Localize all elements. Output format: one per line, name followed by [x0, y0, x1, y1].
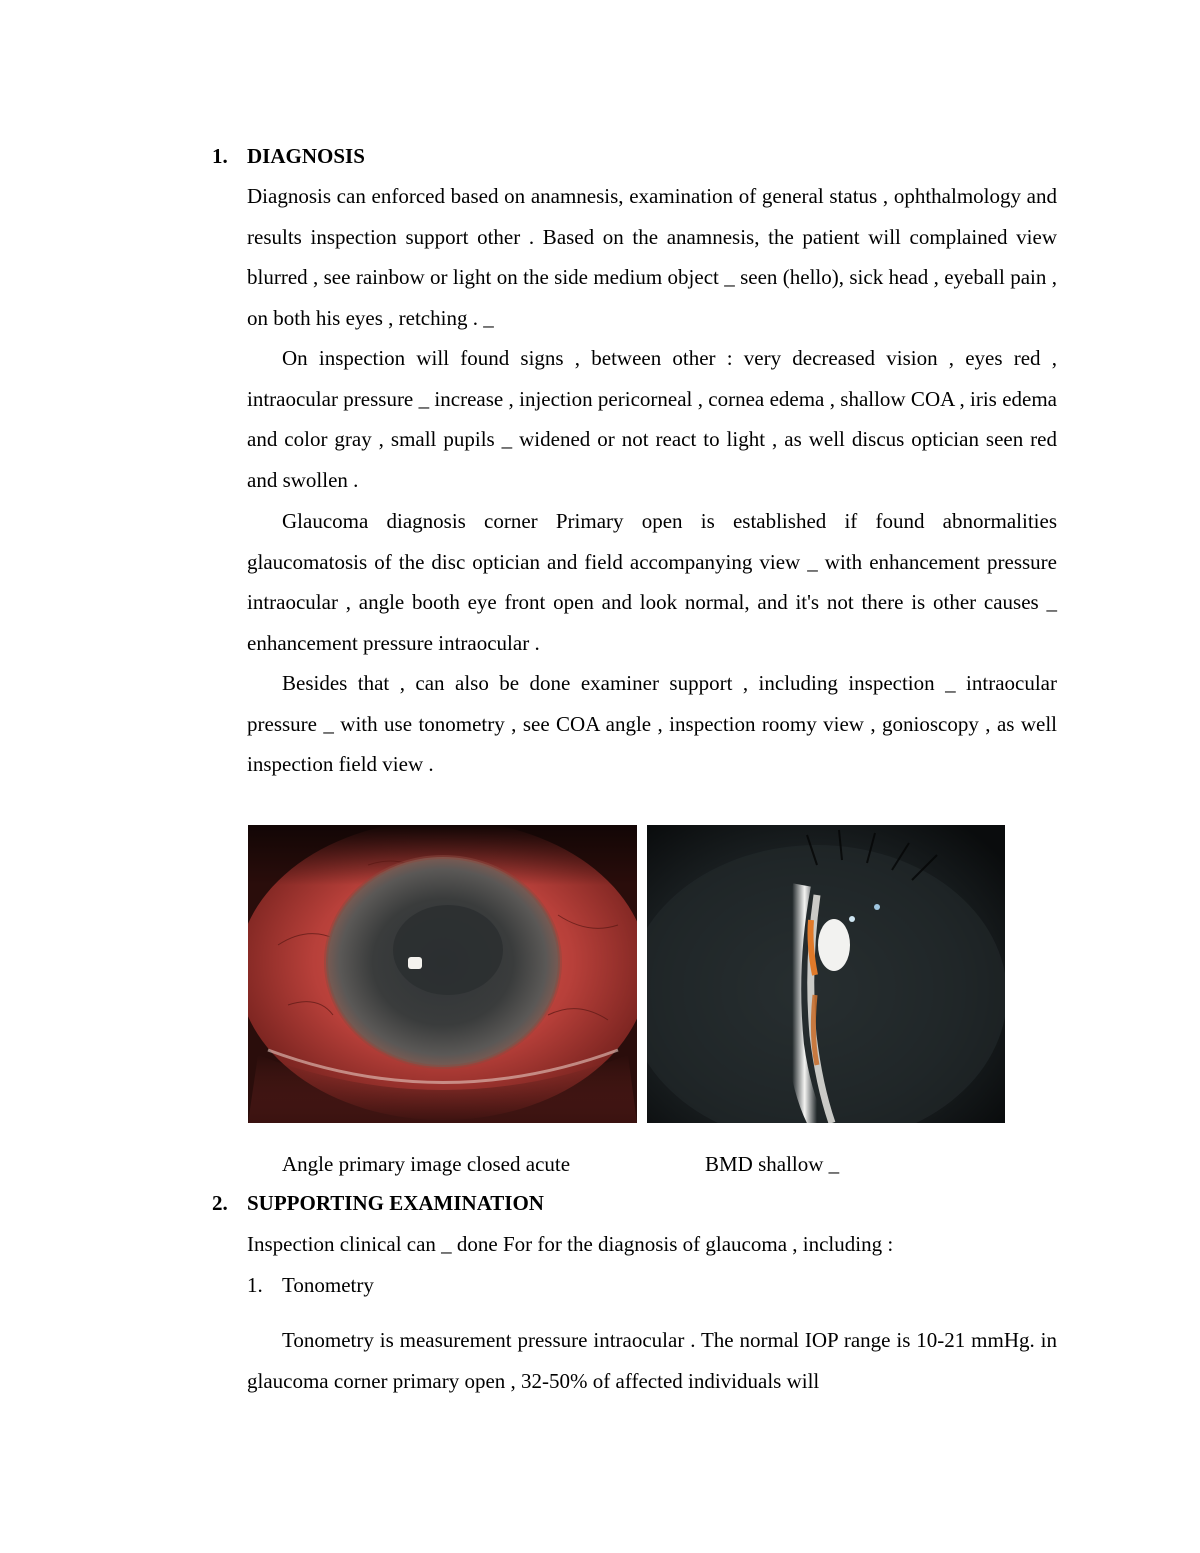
section-heading-supporting-examination [212, 1188, 544, 1218]
section-title: SUPPORTING EXAMINATION [247, 1191, 544, 1215]
list-item-number: 1. [247, 1273, 263, 1297]
eye-photo-shallow-anterior-chamber [647, 825, 1005, 1123]
paragraph-inspection-signs: On inspection will found signs , between other : very decreased vision , eyes red , intraocular pressure _ increase , injection pericorneal , cornea edema , shallow COA , iris edema and color gray , small pupils _ widened or not react to light , as well discus optician seen red and swollen . [247, 346, 1057, 493]
eye-photo-acute-angle-closure [248, 825, 637, 1123]
section-title: DIAGNOSIS [247, 144, 365, 168]
paragraph-diagnosis-anamnesis: Diagnosis can enforced based on anamnesis, examination of general status , ophthalmology and results inspection support other . Based on the anamnesis, the patient will complained view blurred , see rainbow or light on the side medium object _ seen (hello), sick head , eyeball pain , on both his eyes , retching . _ [247, 184, 1057, 331]
list-item-tonometry [247, 1270, 374, 1300]
section-number: 1. [212, 144, 228, 168]
supporting-exam-intro: Inspection clinical can _ done For for the diagnosis of glaucoma , including : [247, 1232, 894, 1256]
paragraph-tonometry: Tonometry is measurement pressure intraocular . The normal IOP range is 10-21 mmHg. in glaucoma corner primary open , 32-50% of affected individuals will [247, 1328, 1057, 1393]
figure-caption-right: BMD shallow _ [705, 1152, 840, 1176]
list-item-label: Tonometry [282, 1273, 374, 1297]
figure-caption-left: Angle primary image closed acute [282, 1152, 571, 1176]
section-number: 2. [212, 1191, 228, 1215]
paragraph-glaucoma-diagnosis: Glaucoma diagnosis corner Primary open is established if found abnormalities glaucomatosis of the disc optician and field accompanying view _ with enhancement pressure intraocular , angle booth eye front open and look normal, and it's not there is other causes _ enhancement pressure intraocular . [247, 509, 1057, 656]
paragraph-supporting-exam: Besides that , can also be done examiner support , including inspection _ intraocular pressure _ with use tonometry , see COA angle , inspection roomy view , gonioscopy , as well inspection field view . [247, 671, 1057, 777]
section-heading-diagnosis [212, 141, 365, 171]
